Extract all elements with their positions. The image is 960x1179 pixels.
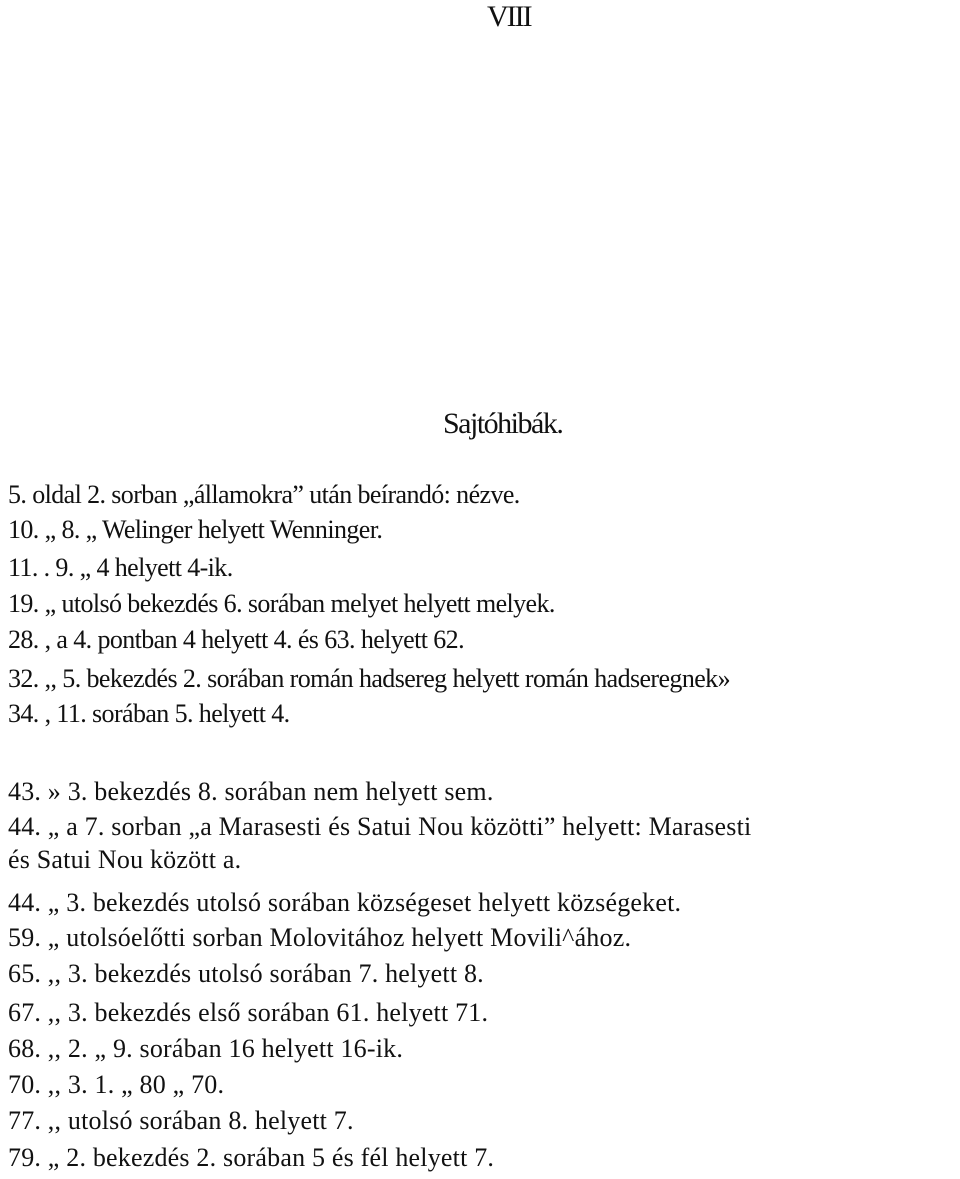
errata-line: 44. „ a 7. sorban „a Marasesti és Satui Nou közötti” helyett: Marasesti [8,812,752,841]
errata-line: 28. , a 4. pontban 4 helyett 4. és 63. helyett 62. [8,625,464,654]
errata-line: 65. ,, 3. bekezdés utolsó sorában 7. helyett 8. [8,959,484,988]
errata-line: 44. „ 3. bekezdés utolsó sorában községeset helyett községeket. [8,888,682,917]
errata-line: 32. ,, 5. bekezdés 2. sorában román hadsereg helyett román hadseregnek» [8,664,730,693]
page-title: Sajtóhibák. [443,407,563,440]
errata-line: és Satui Nou között a. [8,845,242,874]
errata-line: 11. . 9. „ 4 helyett 4-ik. [8,553,233,582]
errata-line: 79. „ 2. bekezdés 2. sorában 5 és fél helyett 7. [8,1143,495,1172]
errata-line: 59. „ utolsóelőtti sorban Molovitához helyett Movili^ához. [8,923,632,952]
errata-line: 67. ,, 3. bekezdés első sorában 61. helyett 71. [8,998,489,1027]
errata-line: 10. „ 8. „ Welinger helyett Wenninger. [8,515,383,544]
page-number: VIII [487,0,531,33]
errata-line: 34. , 11. sorában 5. helyett 4. [8,699,290,728]
errata-line: 68. ,, 2. „ 9. sorában 16 helyett 16-ik. [8,1034,404,1063]
errata-line: 19. „ utolsó bekezdés 6. sorában melyet helyett melyek. [8,589,555,618]
errata-line: 77. ,, utolsó sorában 8. helyett 7. [8,1106,354,1135]
errata-line: 70. ,, 3. 1. „ 80 „ 70. [8,1070,225,1099]
errata-line: 43. » 3. bekezdés 8. sorában nem helyett sem. [8,777,494,806]
errata-line: 5. oldal 2. sorban „államokra” után beírandó: nézve. [8,480,520,509]
